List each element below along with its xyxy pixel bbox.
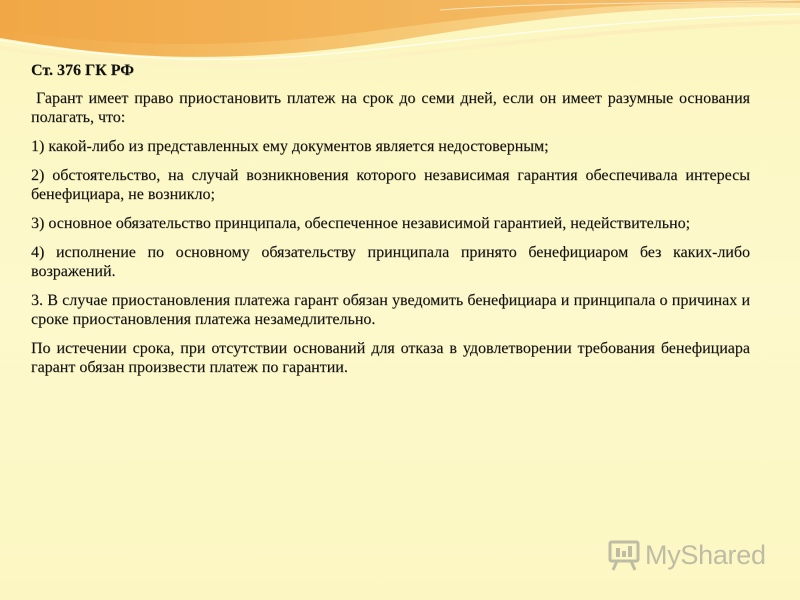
list-item-3: 3) основное обязательство принципала, обеспеченное независимой гарантией, недействительно;	[31, 215, 691, 232]
list-item-2: 2) обстоятельство, на случай возникновения которого независимая гарантия обеспечивала интересы бенефициара, не возникло;	[31, 167, 750, 203]
article-heading: Ст. 376 ГК РФ	[31, 62, 135, 79]
watermark-logo	[607, 537, 766, 573]
payment-paragraph: По истечении срока, при отсутствии оснований для отказа в удовлетворении требования бенефициара гарант обязан произвести платеж по гарантии.	[31, 340, 750, 376]
watermark-text: MyShared	[645, 539, 766, 570]
presentation-board-icon	[607, 538, 641, 572]
list-item-1: 1) какой-либо из представленных ему документов является недостоверным;	[31, 138, 549, 155]
document-body	[31, 61, 750, 387]
notification-paragraph: 3. В случае приостановления платежа гарант обязан уведомить бенефициара и принципала о причинах и сроке приостановления платежа незамедлительно.	[31, 292, 750, 328]
list-item-4: 4) исполнение по основному обязательству принципала принято бенефициаром без каких-либо возражений.	[31, 244, 750, 280]
intro-paragraph: Гарант имеет право приостановить платеж на срок до семи дней, если он имеет разумные основания полагать, что:	[31, 90, 750, 126]
